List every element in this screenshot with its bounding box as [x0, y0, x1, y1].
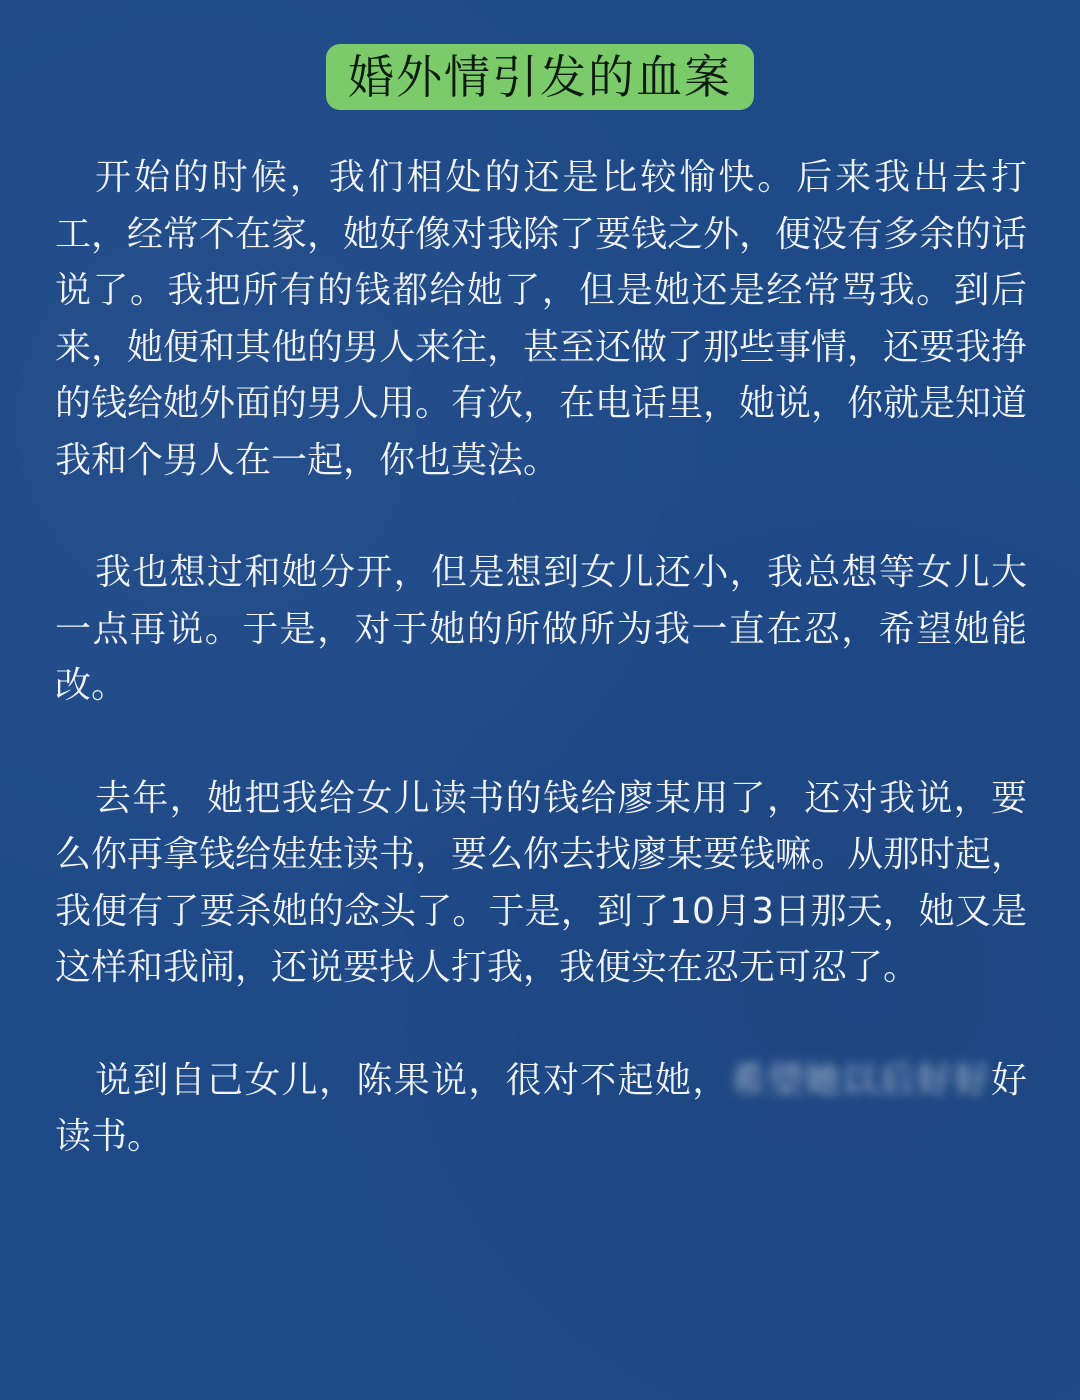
paragraph-2: 我也想过和她分开，但是想到女儿还小，我总想等女儿大一点再说。于是，对于她的所做所为我一直在忍，希望她能改。 [55, 552, 1027, 706]
title-container [0, 44, 1080, 110]
paragraph-4 [55, 1053, 1027, 1166]
paragraph-1: 开始的时候，我们相处的还是比较愉快。后来我出去打工，经常不在家，她好像对我除了要钱之外，便没有多余的话说了。我把所有的钱都给她了，但是她还是经常骂我。到后来，她便和其他的男人来往，甚至还做了那些事情，还要我挣的钱给她外面的男人用。有次，在电话里，她说，你就是知道我和个男人在一起，你也莫法。 [55, 157, 1028, 481]
paragraph-4-text: 说到自己女儿，陈果说，很对不起她， [95, 1059, 730, 1101]
blurred-text: 希望她以后好好 [729, 1059, 991, 1101]
paragraph-3: 去年，她把我给女儿读书的钱给廖某用了，还对我说，要么你再拿钱给娃娃读书，要么你去找廖某要钱嘛。从那时起，我便有了要杀她的念头了。于是，到了10月3日那天，她又是这样和我闹，还说要找人打我，我便实在忍无可忍了。 [55, 777, 1028, 988]
article-body [55, 150, 1027, 1222]
page-title: 婚外情引发的血案 [326, 44, 754, 110]
paragraph-4-ending: 好读书。 [55, 1059, 1027, 1157]
